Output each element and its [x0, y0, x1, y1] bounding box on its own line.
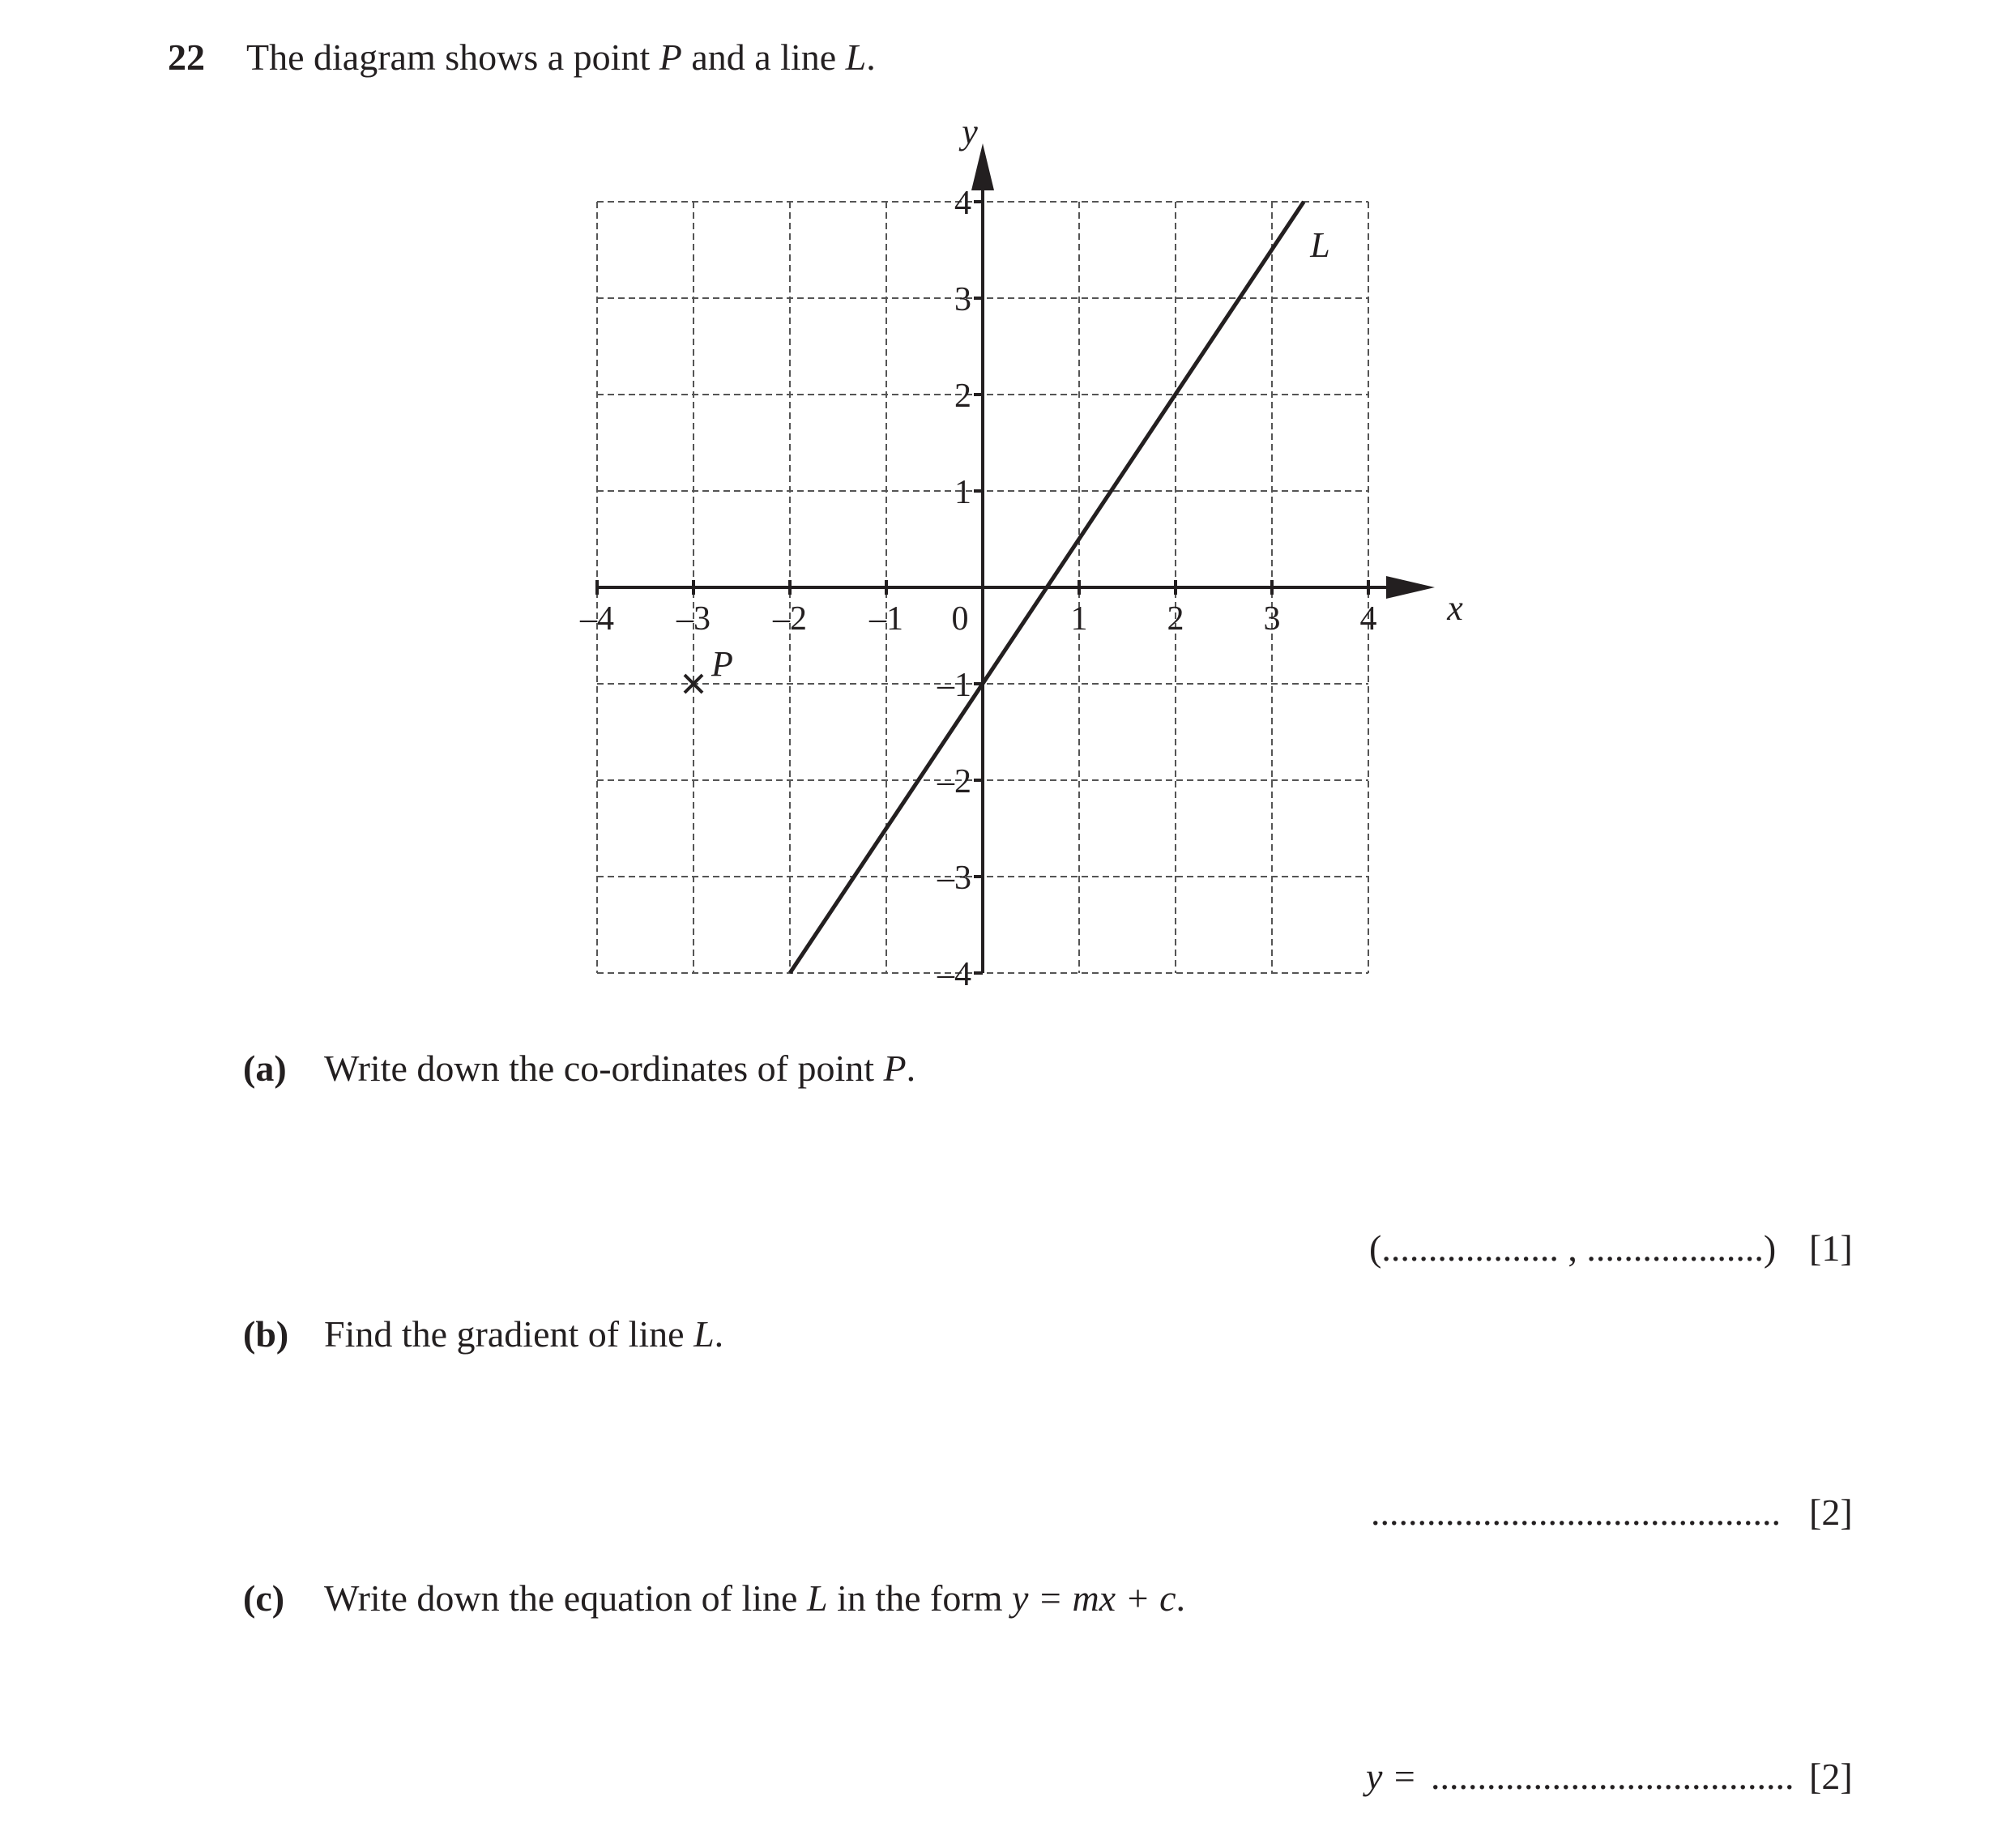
intro-text-3: . [866, 36, 876, 78]
part-b-text-end: . [714, 1313, 724, 1355]
part-c-text: Write down the equation of line [324, 1577, 807, 1619]
intro-line-symbol: L [845, 36, 867, 78]
question-number: 22 [168, 36, 205, 78]
y-axis-label: y [962, 112, 978, 152]
x-tick-label: –1 [869, 600, 903, 638]
part-a-symbol: P [883, 1048, 907, 1089]
y-tick-label: –1 [937, 667, 971, 704]
part-a-question [324, 1047, 915, 1090]
points-layer [685, 644, 733, 693]
y-tick-label: –3 [937, 860, 971, 897]
y-tick-label: 4 [954, 185, 971, 222]
y-tick-label: –2 [937, 763, 971, 800]
x-tick-label: 2 [1167, 600, 1184, 638]
x-tick-label: –3 [676, 600, 711, 638]
part-c-answer-prefix [1366, 1755, 1417, 1798]
x-tick-label: 4 [1359, 600, 1377, 638]
part-a-text-end: . [906, 1048, 916, 1089]
part-c-symbol: L [806, 1577, 828, 1619]
intro-text-2: and a line [681, 36, 846, 78]
point-p-label: P [711, 644, 733, 684]
part-c-y-equals: y = [1366, 1756, 1417, 1797]
intro-point-symbol: P [659, 36, 682, 78]
part-b-symbol: L [693, 1313, 715, 1355]
part-b-question [324, 1312, 723, 1355]
x-tick-label: 1 [1070, 600, 1088, 638]
part-c-text-end: . [1176, 1577, 1186, 1619]
x-axis-label: x [1447, 588, 1463, 628]
origin-label: 0 [951, 600, 969, 638]
part-c-marks: [2] [1809, 1756, 1853, 1797]
part-a-marks: [1] [1809, 1227, 1853, 1269]
part-b-answer-line[interactable]: ............................................ [1371, 1492, 1781, 1533]
part-a-text: Write down the co-ordinates of point [324, 1048, 884, 1089]
y-tick-label: 1 [954, 474, 971, 511]
line-l-label: L [1310, 225, 1330, 265]
y-tick-label: 2 [954, 378, 971, 415]
part-a-label: (a) [243, 1048, 287, 1089]
axes [597, 112, 1463, 973]
part-c-text-mid: in the form [827, 1577, 1012, 1619]
part-b-text: Find the gradient of line [324, 1313, 694, 1355]
y-tick-label: –4 [937, 956, 971, 993]
part-b-label: (b) [243, 1313, 289, 1355]
intro-text-1: The diagram shows a point [246, 36, 659, 78]
y-tick-label: 3 [954, 281, 971, 318]
x-tick-label: 3 [1263, 600, 1281, 638]
part-c-question [324, 1577, 1185, 1620]
part-c-label: (c) [243, 1577, 285, 1619]
part-b-marks: [2] [1809, 1492, 1853, 1533]
x-tick-label: –2 [773, 600, 807, 638]
part-c-equation: y = mx + c [1011, 1577, 1176, 1619]
x-axis-arrowhead [1386, 576, 1435, 599]
x-tick-label: –4 [580, 600, 614, 638]
part-c-answer-line[interactable]: ....................................... [1431, 1756, 1794, 1797]
part-a-answer-line[interactable]: (................... , ...................) [1369, 1227, 1777, 1269]
